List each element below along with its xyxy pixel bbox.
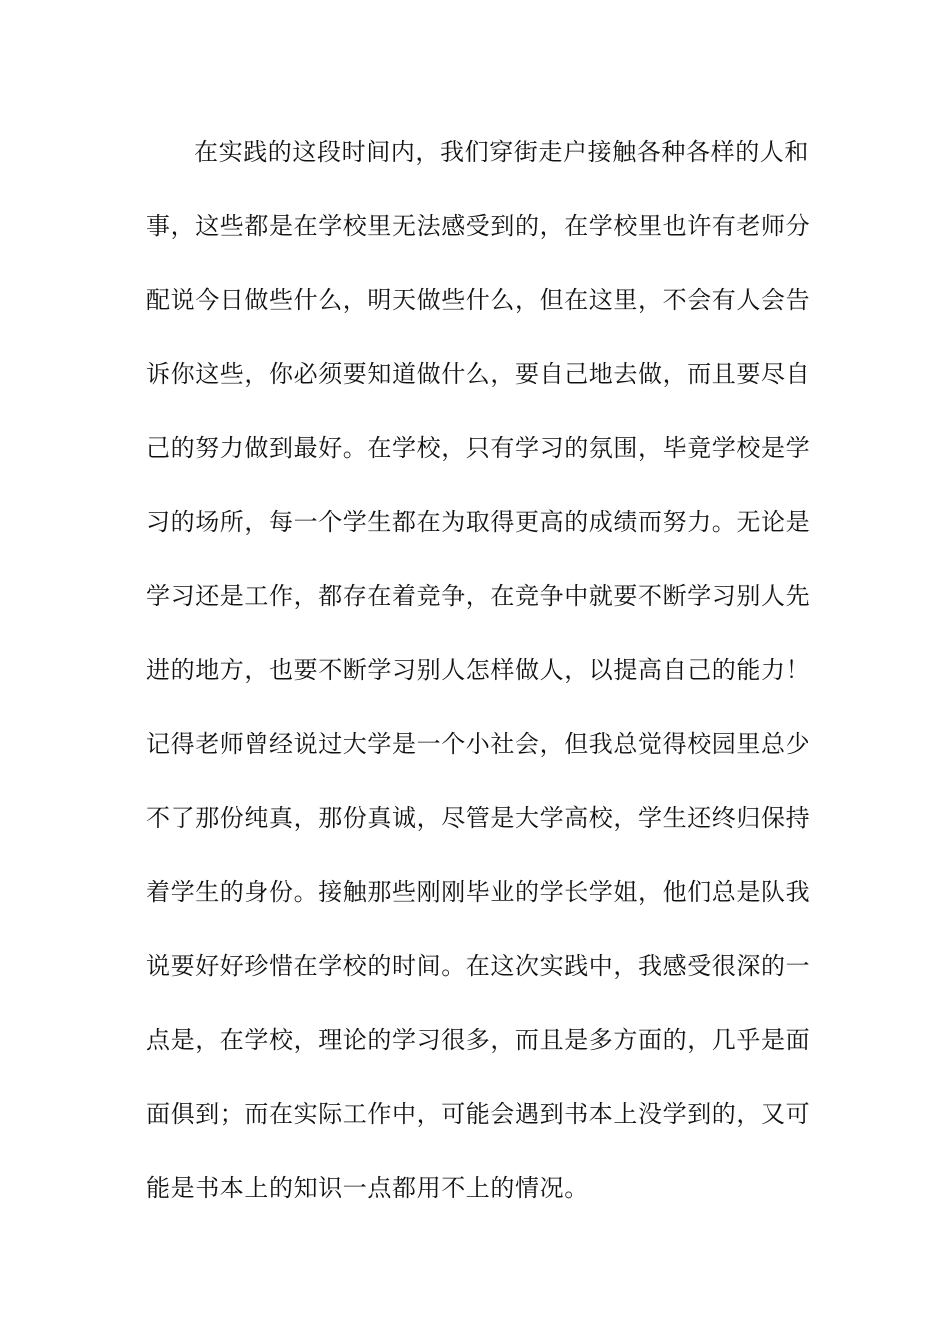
text-line-3: 配说今日做些什么，明天做些什么，但在这里，不会有人会告	[146, 286, 811, 314]
text-line-4: 诉你这些，你必须要知道做什么，要自己地去做，而且要尽自	[146, 360, 811, 388]
text-line-7: 学习还是工作，都存在着竞争，在竞争中就要不断学习别人先	[146, 582, 811, 610]
text-line-15: 能是书本上的知识一点都用不上的情况。	[146, 1174, 589, 1202]
text-line-8: 进的地方，也要不断学习别人怎样做人，以提高自己的能力！	[146, 656, 811, 684]
text-line-12: 说要好好珍惜在学校的时间。在这次实践中，我感受很深的一	[146, 952, 811, 980]
body-paragraph	[146, 131, 811, 1241]
text-line-6: 习的场所，每一个学生都在为取得更高的成绩而努力。无论是	[146, 508, 811, 536]
text-line-9: 记得老师曾经说过大学是一个小社会，但我总觉得校园里总少	[146, 730, 811, 758]
text-line-14: 面俱到；而在实际工作中，可能会遇到书本上没学到的，又可	[146, 1100, 811, 1128]
text-line-2: 事，这些都是在学校里无法感受到的，在学校里也许有老师分	[146, 212, 811, 240]
text-line-10: 不了那份纯真，那份真诚，尽管是大学高校，学生还终归保持	[146, 804, 811, 832]
text-line-5: 己的努力做到最好。在学校，只有学习的氛围，毕竟学校是学	[146, 434, 811, 462]
text-line-1: 在实践的这段时间内，我们穿街走户接触各种各样的人和	[194, 138, 809, 166]
text-line-11: 着学生的身份。接触那些刚刚毕业的学长学姐，他们总是队我	[146, 878, 811, 906]
text-line-13: 点是，在学校，理论的学习很多，而且是多方面的，几乎是面	[146, 1026, 811, 1054]
